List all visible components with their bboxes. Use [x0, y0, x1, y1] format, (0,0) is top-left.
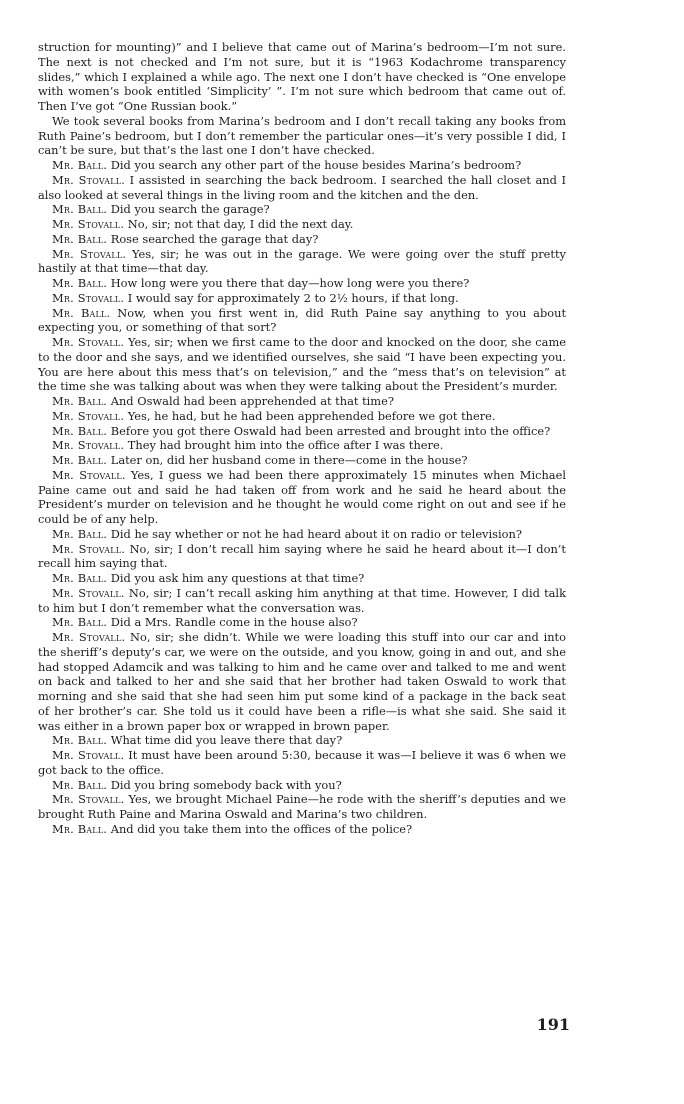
testimony-line [38, 291, 566, 306]
testimony-line [38, 173, 566, 203]
testimony-text: Later on, did her husband come in there—come in the house? [110, 453, 468, 467]
testimony-text: And Oswald had been apprehended at that time? [110, 394, 394, 408]
testimony-line [38, 748, 566, 778]
speaker-label: Mr. Ball. [52, 526, 108, 541]
testimony-text: No, sir; I don’t recall him saying where he said he heard about it—I don’t recall him saying that. [38, 541, 566, 571]
testimony-text: Did you search any other part of the house besides Marina’s bedroom? [110, 158, 522, 172]
speaker-label: Mr. Stovall. [52, 172, 126, 187]
testimony-text: How long were you there that day—how long were you there? [110, 276, 470, 290]
testimony-line [38, 394, 566, 409]
testimony-text: They had brought him into the office after I was there. [127, 438, 444, 453]
testimony-line [38, 778, 566, 793]
testimony-text: Did he say whether or not he had heard about it on radio or television? [110, 526, 522, 541]
speaker-label: Mr. Ball. [52, 777, 108, 792]
speaker-label: Mr. Stovall. [52, 467, 126, 482]
speaker-label: Mr. Ball. [52, 423, 108, 438]
speaker-label: Mr. Stovall. [52, 748, 125, 762]
testimony-line [38, 409, 566, 424]
testimony-text: No, sir; she didn’t. While we were loading this stuff into our car and into the sheriff’s deputy’s car, we were on the outside, and you know, going in and out, and she had stopped Adamcik and was talking to him and he came over and talked to me and went on back and talked to her and she said that her brother had taken Oswald to work that morning and she said that she had seen him put some kind of a package in the back seat of her brother’s car. She told us it could have been a rifle—is what she said. She said it was either in a brown paper box or wrapped in brown paper. [38, 630, 566, 733]
paragraph-continuation: struction for mounting)” and I believe that came out of Marina’s bedroom—I’m not sure. The next is not checked and I’m not sure, but it is “1963 Kodachrome transparency slides,” which I explained a while ago. The next one I don’t have checked is “One envelope with women’s book entitled ‘Simplicity’ ”. I’m not sure which bedroom that came out of. Then I’ve got “One Russian book.” [38, 40, 566, 113]
speaker-label: Mr. Stovall. [52, 585, 125, 600]
testimony-text: Did a Mrs. Randle come in the house also? [110, 615, 358, 630]
testimony-text: Yes, I guess we had been there approximately 15 minutes when Michael Paine came out and said he had taken off from work and he said he heard about the President’s murder on television and he thought he would come right on out and see if he could be of any help. [38, 467, 566, 526]
testimony-line [38, 468, 566, 527]
testimony-line [38, 306, 566, 336]
testimony-line [38, 247, 566, 277]
testimony-text: No, sir; not that day, I did the next day. [127, 217, 354, 231]
testimony-line [38, 232, 566, 247]
speaker-label: Mr. Ball. [52, 305, 111, 320]
speaker-label: Mr. Stovall. [52, 792, 125, 807]
testimony-text: I assisted in searching the back bedroom. I searched the hall closet and I also looked at several things in the living room and the kitchen and the den. [38, 172, 566, 202]
transcript-page [38, 40, 566, 837]
testimony-line [38, 438, 566, 453]
testimony-line [38, 202, 566, 217]
testimony-line [38, 527, 566, 542]
paragraph: We took several books from Marina’s bedroom and I don’t recall taking any books from Ruth Paine’s bedroom, but I don’t remember the particular ones—it’s very possible I did, I can’t be sure, but that’s the last one I don’t have checked. [38, 113, 566, 158]
speaker-label: Mr. Ball. [52, 231, 108, 246]
testimony-line [38, 276, 566, 291]
speaker-label: Mr. Ball. [52, 821, 108, 836]
speaker-label: Mr. Stovall. [52, 630, 126, 644]
speaker-label: Mr. Ball. [52, 394, 108, 408]
testimony-text: It must have been around 5:30, because it was—I believe it was 6 when we got back to the office. [38, 748, 566, 777]
speaker-label: Mr. Ball. [52, 276, 108, 290]
testimony-text: Rose searched the garage that day? [110, 231, 319, 246]
testimony-line [38, 822, 566, 837]
testimony-line [38, 733, 566, 748]
speaker-label: Mr. Stovall. [52, 408, 125, 423]
speaker-label: Mr. Ball. [52, 453, 108, 467]
speaker-label: Mr. Stovall. [52, 438, 125, 453]
testimony-line [38, 615, 566, 630]
testimony-line [38, 453, 566, 468]
speaker-label: Mr. Ball. [52, 202, 108, 217]
testimony-line [38, 217, 566, 232]
speaker-label: Mr. Stovall. [52, 335, 125, 349]
page-number: 191 [536, 1015, 570, 1034]
testimony-text: Yes, he had, but he had been apprehended before we got there. [127, 408, 496, 423]
testimony-line [38, 630, 566, 733]
testimony-text: Yes, we brought Michael Paine—he rode with the sheriff’s deputies and we brought Ruth Paine and Marina Oswald and Marina’s two children. [38, 792, 566, 821]
testimony-text: Did you ask him any questions at that time? [110, 571, 365, 585]
testimony-text: Did you search the garage? [110, 202, 270, 217]
testimony-text: Before you got there Oswald had been arrested and brought into the office? [110, 423, 551, 438]
speaker-label: Mr. Ball. [52, 733, 108, 748]
testimony-text: I would say for approximately 2 to 2½ hours, if that long. [127, 290, 459, 305]
testimony-text: No, sir; I can’t recall asking him anything at that time. However, I did talk to him but I don’t remember what the conversation was. [38, 585, 566, 615]
testimony-line [38, 542, 566, 572]
testimony-line [38, 158, 566, 173]
testimony-line [38, 586, 566, 616]
testimony-text: Yes, sir; when we first came to the door and knocked on the door, she came to the door and she says, and we identified ourselves, she said “I have been expecting you. You are here about this mess that’s on television,” and the “mess that’s on television” at the time she was talking about was when they were talking about the President’s murder. [38, 335, 566, 394]
testimony-line [38, 424, 566, 439]
speaker-label: Mr. Stovall. [52, 290, 125, 305]
testimony-text: Yes, sir; he was out in the garage. We were going over the stuff pretty hastily at that time—that day. [38, 246, 566, 276]
speaker-label: Mr. Stovall. [52, 217, 125, 231]
speaker-label: Mr. Stovall. [52, 541, 126, 556]
speaker-label: Mr. Ball. [52, 571, 108, 585]
testimony-line [38, 792, 566, 822]
testimony-text: Did you bring somebody back with you? [110, 777, 342, 792]
testimony-text: What time did you leave there that day? [110, 733, 343, 748]
testimony-text: And did you take them into the offices of the police? [110, 821, 413, 836]
testimony-text: Now, when you first went in, did Ruth Paine say anything to you about expecting you, or something of that sort? [38, 305, 567, 335]
speaker-label: Mr. Ball. [52, 615, 108, 630]
testimony-line [38, 335, 566, 394]
speaker-label: Mr. Stovall. [52, 246, 127, 261]
speaker-label: Mr. Ball. [52, 158, 108, 172]
testimony-line [38, 571, 566, 586]
